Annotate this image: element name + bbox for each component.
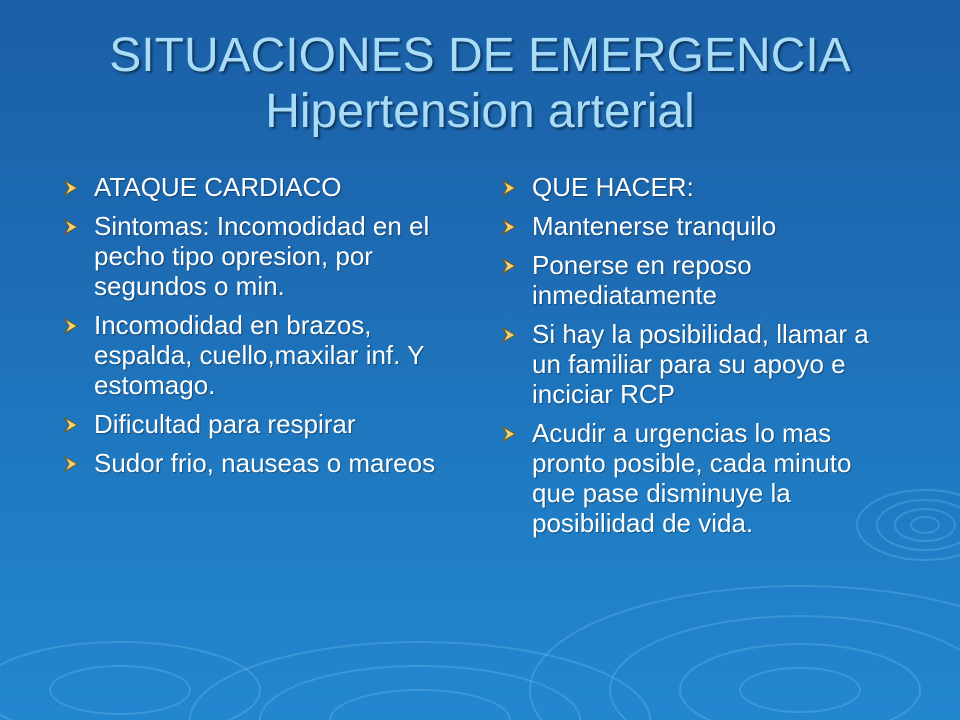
bullet-text: Dificultad para respirar [94, 409, 356, 439]
slide-title [0, 28, 960, 140]
bullet-item [62, 448, 462, 478]
bullet-item [500, 250, 900, 310]
bullet-text: QUE HACER: [532, 172, 694, 202]
title-line-2: Hipertension arterial [265, 85, 695, 138]
arrow-bullet-icon [500, 257, 518, 275]
arrow-bullet-icon [500, 326, 518, 344]
bullet-item [62, 172, 462, 202]
bullet-item [500, 211, 900, 241]
arrow-bullet-icon [62, 416, 80, 434]
bullet-text: Sintomas: Incomodidad en el pecho tipo opresion, por segundos o min. [94, 211, 430, 301]
left-column [62, 172, 462, 487]
bullet-text: Sudor frio, nauseas o mareos [94, 448, 436, 478]
bullet-item [62, 211, 462, 301]
arrow-bullet-icon [500, 425, 518, 443]
bullet-item [500, 172, 900, 202]
bullet-item [500, 319, 900, 409]
arrow-bullet-icon [62, 455, 80, 473]
bullet-item [62, 409, 462, 439]
title-line-1: SITUACIONES DE EMERGENCIA [109, 29, 851, 82]
bullet-text: Mantenerse tranquilo [532, 211, 777, 241]
arrow-bullet-icon [62, 218, 80, 236]
bullet-item [500, 418, 900, 538]
bullet-text: Ponerse en reposo inmediatamente [532, 250, 752, 310]
arrow-bullet-icon [500, 179, 518, 197]
arrow-bullet-icon [500, 218, 518, 236]
bullet-text: Incomodidad en brazos, espalda, cuello,maxilar inf. Y estomago. [94, 310, 425, 400]
arrow-bullet-icon [62, 317, 80, 335]
bullet-item [62, 310, 462, 400]
bullet-text: ATAQUE CARDIACO [94, 172, 342, 202]
bullet-text: Si hay la posibilidad, llamar a un familiar para su apoyo e inciciar RCP [532, 319, 869, 409]
right-column [500, 172, 900, 547]
bullet-text: Acudir a urgencias lo mas pronto posible, cada minuto que pase disminuye la posibilidad de vida. [532, 418, 852, 538]
arrow-bullet-icon [62, 179, 80, 197]
